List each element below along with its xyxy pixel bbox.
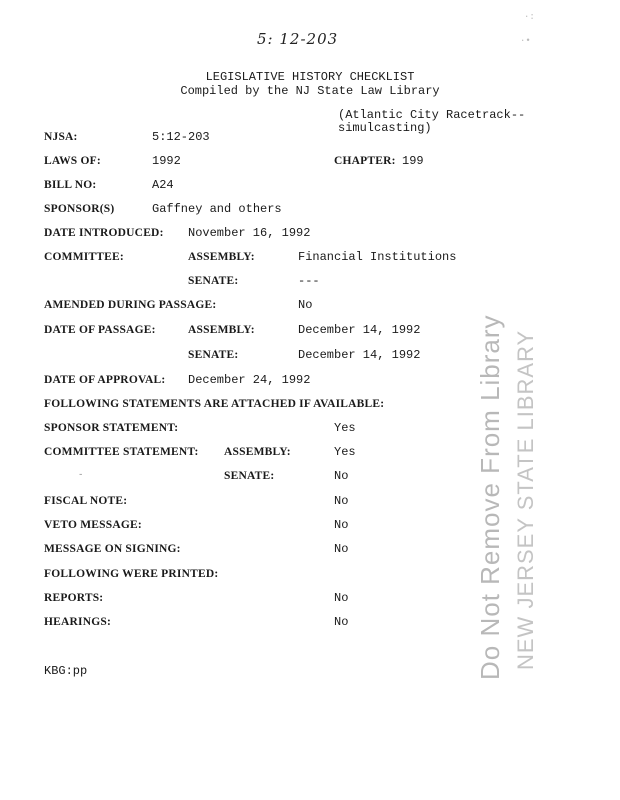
fiscal-note-value: No [334,494,349,508]
passage-assembly-value: December 14, 1992 [298,323,421,337]
sponsor-statement-label: SPONSOR STATEMENT: [44,422,179,434]
chapter-label: CHAPTER: [334,155,396,167]
date-of-approval-label: DATE OF APPROVAL: [44,374,166,386]
date-of-approval-value: December 24, 1992 [188,373,311,387]
reports-label: REPORTS: [44,592,104,604]
following-printed-heading: FOLLOWING WERE PRINTED: [44,568,219,580]
message-on-signing-label: MESSAGE ON SIGNING: [44,543,181,555]
laws-of-label: LAWS OF: [44,155,101,167]
laws-of-value: 1992 [152,154,181,168]
scan-speck: ·• [520,36,531,46]
hearings-label: HEARINGS: [44,616,111,628]
sponsor-statement-value: Yes [334,421,356,435]
njsa-value: 5:12-203 [152,130,210,144]
veto-message-value: No [334,518,349,532]
passage-senate-value: December 14, 1992 [298,348,421,362]
veto-message-label: VETO MESSAGE: [44,519,142,531]
following-statements-heading: FOLLOWING STATEMENTS ARE ATTACHED IF AVAILABLE: [44,398,385,410]
reports-value: No [334,591,349,605]
hearings-value: No [334,615,349,629]
stamp-line-remove: Do Not Remove From Library [475,314,505,680]
njsa-label: NJSA: [44,131,78,143]
committee-statement-senate-label: SENATE: [224,470,275,482]
bill-no-value: A24 [152,178,174,192]
subject-note-line1: (Atlantic City Racetrack-- [338,108,526,122]
bill-no-label: BILL NO: [44,179,97,191]
handwritten-statute-number: 5: 12-203 [257,30,339,48]
library-stamp [475,314,545,680]
passage-assembly-label: ASSEMBLY: [188,324,255,336]
committee-assembly-value: Financial Institutions [298,250,457,264]
passage-senate-label: SENATE: [188,349,239,361]
date-of-passage-label: DATE OF PASSAGE: [44,324,156,336]
date-introduced-value: November 16, 1992 [188,226,311,240]
committee-senate-label: SENATE: [188,275,239,287]
amended-value: No [298,298,313,312]
committee-statement-senate-value: No [334,469,349,483]
committee-label: COMMITTEE: [44,251,124,263]
typist-initials: KBG:pp [44,664,88,678]
checklist-subtitle: Compiled by the NJ State Law Library [180,84,440,98]
chapter-value: 199 [402,154,424,168]
committee-statement-assembly-value: Yes [334,445,356,459]
scan-speck: - [78,470,84,480]
subject-note-line2: simulcasting) [338,121,432,135]
committee-statement-assembly-label: ASSEMBLY: [224,446,291,458]
stamp-line-library: NEW JERSEY STATE LIBRARY [513,329,538,670]
committee-statement-label: COMMITTEE STATEMENT: [44,446,199,458]
committee-senate-value: --- [298,274,320,288]
fiscal-note-label: FISCAL NOTE: [44,495,128,507]
date-introduced-label: DATE INTRODUCED: [44,227,164,239]
checklist-title: LEGISLATIVE HISTORY CHECKLIST [205,70,415,84]
scan-speck: ·: [524,12,535,22]
message-on-signing-value: No [334,542,349,556]
amended-label: AMENDED DURING PASSAGE: [44,299,217,311]
sponsor-value: Gaffney and others [152,202,282,216]
committee-assembly-label: ASSEMBLY: [188,251,255,263]
sponsor-label: SPONSOR(S) [44,203,115,215]
